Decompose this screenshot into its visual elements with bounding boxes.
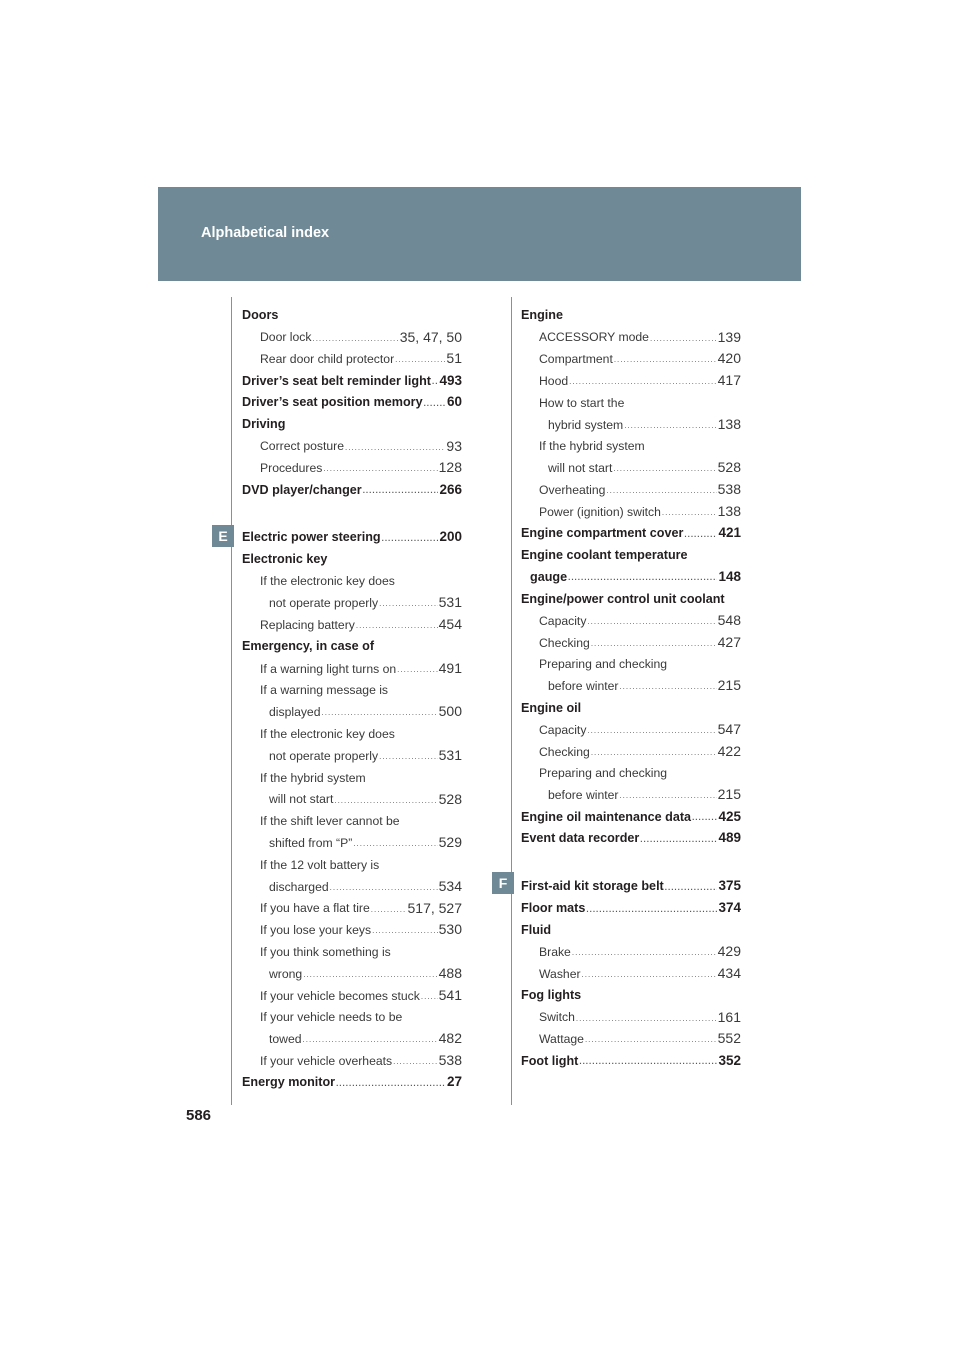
index-entry — [521, 347, 741, 369]
index-entry-text: hybrid system — [548, 417, 624, 432]
index-entry-text: before winter — [548, 679, 619, 694]
header-title: Alphabetical index — [201, 225, 330, 241]
index-entry-text: Event data recorder — [521, 831, 640, 846]
dot-leader — [382, 535, 439, 544]
index-entry — [242, 303, 462, 325]
index-entry-page: 429 — [717, 943, 741, 960]
index-entry-page: 538 — [717, 481, 741, 498]
index-entry — [521, 499, 741, 521]
index-entry-text: Brake — [539, 944, 571, 959]
index-entry-text: shifted from “P” — [269, 835, 353, 850]
index-entry — [521, 586, 741, 608]
index-entry-page: 35, 47, 50 — [399, 328, 462, 345]
index-entry-text: Overheating — [539, 482, 606, 497]
index-entry-text: gauge — [530, 569, 568, 584]
index-entry-page: 375 — [718, 878, 741, 894]
index-entry — [521, 368, 741, 390]
index-entry-text: Foot light — [521, 1053, 579, 1068]
index-entry-page: 374 — [718, 900, 741, 916]
index-entry-page: 138 — [717, 415, 741, 432]
index-entry — [521, 1005, 741, 1027]
index-entry-page: 138 — [717, 502, 741, 519]
index-entry-text: towed — [269, 1032, 302, 1047]
index-entry-page: 491 — [438, 659, 462, 676]
dot-leader — [606, 487, 716, 496]
index-entry — [521, 783, 741, 805]
index-entry — [521, 826, 741, 848]
index-entry-text: Power (ignition) switch — [539, 504, 661, 519]
dot-leader — [334, 797, 437, 806]
index-entry — [242, 612, 462, 634]
index-entry — [242, 678, 462, 700]
index-entry-text: If you have a flat tire — [260, 901, 370, 916]
index-entry-text: Capacity — [539, 613, 587, 628]
index-entry-text: Replacing battery — [260, 617, 355, 632]
index-entry-page: 60 — [446, 394, 462, 410]
index-entry — [242, 656, 462, 678]
index-entry-text: Doors — [242, 308, 279, 323]
index-entry — [242, 434, 462, 456]
index-entry — [242, 569, 462, 591]
index-entry-text: If the 12 volt battery is — [260, 857, 380, 872]
index-entry-text: Checking — [539, 635, 590, 650]
dot-leader — [579, 1058, 717, 1067]
index-entry-page: 482 — [438, 1030, 462, 1047]
dot-leader — [353, 840, 437, 849]
index-entry-text: Compartment — [539, 352, 613, 367]
index-entry — [242, 765, 462, 787]
index-entry-text: Emergency, in case of — [242, 639, 375, 654]
index-entry — [242, 368, 462, 390]
index-entry — [242, 874, 462, 896]
index-entry-text: If your vehicle becomes stuck — [260, 988, 420, 1003]
index-entry-page: 128 — [438, 459, 462, 476]
index-entry-page: 139 — [717, 328, 741, 345]
index-entry-page: 200 — [439, 529, 462, 545]
index-entry — [242, 634, 462, 656]
index-entry-page: 427 — [717, 633, 741, 650]
index-entry-text: Correct posture — [260, 439, 344, 454]
section-gap — [242, 499, 462, 525]
index-entry-text: If the electronic key does — [260, 574, 395, 589]
index-entry — [242, 347, 462, 369]
index-entry — [242, 1027, 462, 1049]
index-entry-text: If your vehicle overheats — [260, 1053, 393, 1068]
index-entry-text: Driver’s seat position memory — [242, 395, 423, 410]
index-entry — [242, 918, 462, 940]
index-entry-text: wrong — [269, 966, 303, 981]
index-entry — [242, 896, 462, 918]
index-entry-text: Electronic key — [242, 552, 328, 567]
index-entry — [521, 325, 741, 347]
index-entry-text: Engine compartment cover — [521, 526, 684, 541]
index-entry-page: 425 — [718, 808, 741, 824]
dot-leader — [322, 709, 438, 718]
index-entry-text: Engine oil maintenance data — [521, 809, 692, 824]
index-entry-page: 421 — [718, 525, 741, 541]
index-entry — [242, 721, 462, 743]
index-entry-page: 266 — [439, 481, 462, 497]
index-entry — [242, 809, 462, 831]
index-entry-text: Floor mats — [521, 900, 586, 915]
index-entry-text: will not start — [548, 461, 613, 476]
index-entry-text: Checking — [539, 744, 590, 759]
index-entry-page: 420 — [717, 350, 741, 367]
column-divider-left — [231, 297, 232, 1105]
dot-leader — [591, 640, 717, 649]
index-entry — [521, 739, 741, 761]
index-entry-text: Switch — [539, 1010, 575, 1025]
index-entry — [521, 630, 741, 652]
index-entry-page: 352 — [718, 1052, 741, 1068]
index-entry-page: 417 — [717, 372, 741, 389]
index-entry-text: If you lose your keys — [260, 923, 372, 938]
index-entry-text: If you think something is — [260, 944, 391, 959]
index-entry — [521, 456, 741, 478]
index-entry-text: Rear door child protector — [260, 352, 395, 367]
index-entry — [242, 591, 462, 613]
index-entry-page: 27 — [446, 1074, 462, 1090]
index-entry — [242, 700, 462, 722]
dot-leader — [303, 1036, 438, 1045]
column-divider-right — [511, 297, 512, 1105]
dot-leader — [330, 884, 438, 893]
dot-leader — [569, 378, 717, 387]
index-entry — [521, 608, 741, 630]
index-entry-text: If the hybrid system — [539, 439, 645, 454]
index-entry — [521, 543, 741, 565]
index-entry-page: 541 — [438, 986, 462, 1003]
index-entry-text: Procedures — [260, 461, 323, 476]
index-entry-page: 547 — [717, 720, 741, 737]
index-column-left — [242, 303, 462, 1092]
index-entry — [242, 525, 462, 547]
index-entry-page: 552 — [717, 1030, 741, 1047]
dot-leader — [323, 465, 437, 474]
index-entry-page: 538 — [438, 1052, 462, 1069]
index-entry-page: 528 — [438, 790, 462, 807]
index-entry-text: Engine coolant temperature — [521, 547, 688, 562]
index-entry — [242, 852, 462, 874]
index-entry-text: will not start — [269, 792, 334, 807]
index-entry — [521, 674, 741, 696]
index-entry — [242, 787, 462, 809]
dot-leader — [650, 335, 717, 344]
index-entry — [521, 1027, 741, 1049]
index-entry — [242, 743, 462, 765]
index-entry — [242, 830, 462, 852]
index-entry-text: Preparing and checking — [539, 766, 668, 781]
index-entry-text: before winter — [548, 788, 619, 803]
index-entry-text: Electric power steering — [242, 530, 381, 545]
dot-leader — [692, 814, 717, 823]
dot-leader — [372, 927, 438, 936]
dot-leader — [665, 884, 718, 893]
index-entry-text: Driver’s seat belt reminder light — [242, 373, 431, 388]
dot-leader — [379, 600, 438, 609]
index-entry-text: Energy monitor — [242, 1075, 336, 1090]
section-tab-e: E — [212, 525, 234, 547]
index-entry-page: 148 — [718, 568, 741, 584]
index-entry-text: How to start the — [539, 395, 625, 410]
index-entry-text: First-aid kit storage belt — [521, 879, 664, 894]
index-entry — [521, 804, 741, 826]
dot-leader — [684, 531, 717, 540]
dot-leader — [371, 906, 407, 915]
index-entry-text: If a warning message is — [260, 683, 389, 698]
index-entry-page: 161 — [717, 1008, 741, 1025]
index-entry-text: Hood — [539, 373, 569, 388]
dot-leader — [662, 509, 717, 518]
dot-leader — [432, 378, 439, 387]
index-entry-page: 454 — [438, 616, 462, 633]
index-entry — [521, 896, 741, 918]
dot-leader — [424, 400, 446, 409]
index-entry-text: Engine — [521, 308, 563, 323]
index-entry — [242, 390, 462, 412]
index-entry-text: ACCESSORY mode — [539, 330, 649, 345]
index-entry — [521, 939, 741, 961]
index-entry-page: 548 — [717, 611, 741, 628]
index-entry-text: Capacity — [539, 722, 587, 737]
index-entry-page: 517, 527 — [407, 899, 462, 916]
index-entry-page: 500 — [438, 703, 462, 720]
dot-leader — [619, 792, 716, 801]
index-entry — [242, 1070, 462, 1092]
index-entry — [521, 695, 741, 717]
dot-leader — [586, 906, 717, 915]
index-entry-text: Fluid — [521, 922, 552, 937]
index-entry-text: not operate properly — [269, 748, 379, 763]
dot-leader — [363, 487, 439, 496]
index-entry-page: 215 — [717, 677, 741, 694]
index-entry — [521, 874, 741, 896]
dot-leader — [395, 356, 445, 365]
section-tab-f: F — [492, 872, 514, 894]
index-entry-page: 488 — [438, 964, 462, 981]
dot-leader — [624, 422, 716, 431]
dot-leader — [572, 949, 717, 958]
page-number: 586 — [186, 1107, 212, 1124]
index-entry — [521, 477, 741, 499]
index-entry — [521, 412, 741, 434]
index-entry-text: If a warning light turns on — [260, 661, 397, 676]
index-column-right — [521, 303, 741, 1070]
index-entry-text: Wattage — [539, 1032, 584, 1047]
index-entry-page: 215 — [717, 786, 741, 803]
index-entry — [242, 1005, 462, 1027]
index-entry-page: 422 — [717, 742, 741, 759]
dot-leader — [576, 1015, 717, 1024]
index-entry-page: 93 — [446, 437, 462, 454]
index-entry-text: If the hybrid system — [260, 770, 366, 785]
dot-leader — [587, 727, 716, 736]
index-entry-text: displayed — [269, 705, 321, 720]
dot-leader — [345, 444, 445, 453]
index-entry-page: 51 — [446, 350, 462, 367]
index-entry — [242, 1048, 462, 1070]
dot-leader — [568, 574, 717, 583]
index-entry-page: 534 — [438, 877, 462, 894]
index-entry — [521, 717, 741, 739]
index-entry — [242, 412, 462, 434]
index-entry-text: discharged — [269, 879, 329, 894]
index-entry — [521, 983, 741, 1005]
dot-leader — [619, 683, 716, 692]
dot-leader — [591, 749, 717, 758]
index-entry — [521, 390, 741, 412]
index-entry-text: Engine/power control unit coolant — [521, 591, 725, 606]
index-entry — [242, 983, 462, 1005]
dot-leader — [312, 335, 398, 344]
dot-leader — [421, 993, 438, 1002]
index-entry — [521, 961, 741, 983]
index-entry-page: 434 — [717, 964, 741, 981]
index-entry — [521, 652, 741, 674]
dot-leader — [393, 1058, 438, 1067]
dot-leader — [613, 465, 716, 474]
index-entry — [242, 939, 462, 961]
page-header — [158, 187, 801, 281]
index-entry-page: 493 — [439, 372, 462, 388]
index-entry-text: If your vehicle needs to be — [260, 1010, 403, 1025]
dot-leader — [379, 753, 438, 762]
index-entry — [521, 434, 741, 456]
section-gap — [521, 848, 741, 874]
index-entry — [521, 761, 741, 783]
index-entry-text: If the electronic key does — [260, 726, 395, 741]
index-entry-text: If the shift lever cannot be — [260, 814, 400, 829]
dot-leader — [336, 1080, 446, 1089]
index-entry — [521, 1048, 741, 1070]
index-entry-page: 528 — [717, 459, 741, 476]
dot-leader — [397, 666, 437, 675]
index-entry — [521, 521, 741, 543]
index-entry — [521, 565, 741, 587]
index-entry-page: 489 — [718, 830, 741, 846]
index-entry-page: 531 — [438, 746, 462, 763]
dot-leader — [614, 356, 717, 365]
index-entry — [521, 918, 741, 940]
dot-leader — [303, 971, 437, 980]
index-entry — [242, 477, 462, 499]
index-entry-text: Engine oil — [521, 700, 582, 715]
dot-leader — [582, 971, 717, 980]
index-entry-text: not operate properly — [269, 596, 379, 611]
index-entry-text: Fog lights — [521, 988, 582, 1003]
index-entry — [242, 325, 462, 347]
index-entry — [242, 547, 462, 569]
dot-leader — [640, 836, 717, 845]
index-entry-text: Preparing and checking — [539, 657, 668, 672]
index-entry-text: Door lock — [260, 330, 312, 345]
index-entry-text: Washer — [539, 966, 581, 981]
index-entry-page: 530 — [438, 921, 462, 938]
dot-leader — [587, 618, 716, 627]
index-entry-text: Driving — [242, 417, 286, 432]
index-entry-page: 531 — [438, 594, 462, 611]
index-entry — [242, 456, 462, 478]
index-entry-text: DVD player/changer — [242, 482, 362, 497]
dot-leader — [585, 1036, 717, 1045]
index-entry — [521, 303, 741, 325]
index-entry — [242, 961, 462, 983]
dot-leader — [356, 622, 438, 631]
index-entry-page: 529 — [438, 834, 462, 851]
